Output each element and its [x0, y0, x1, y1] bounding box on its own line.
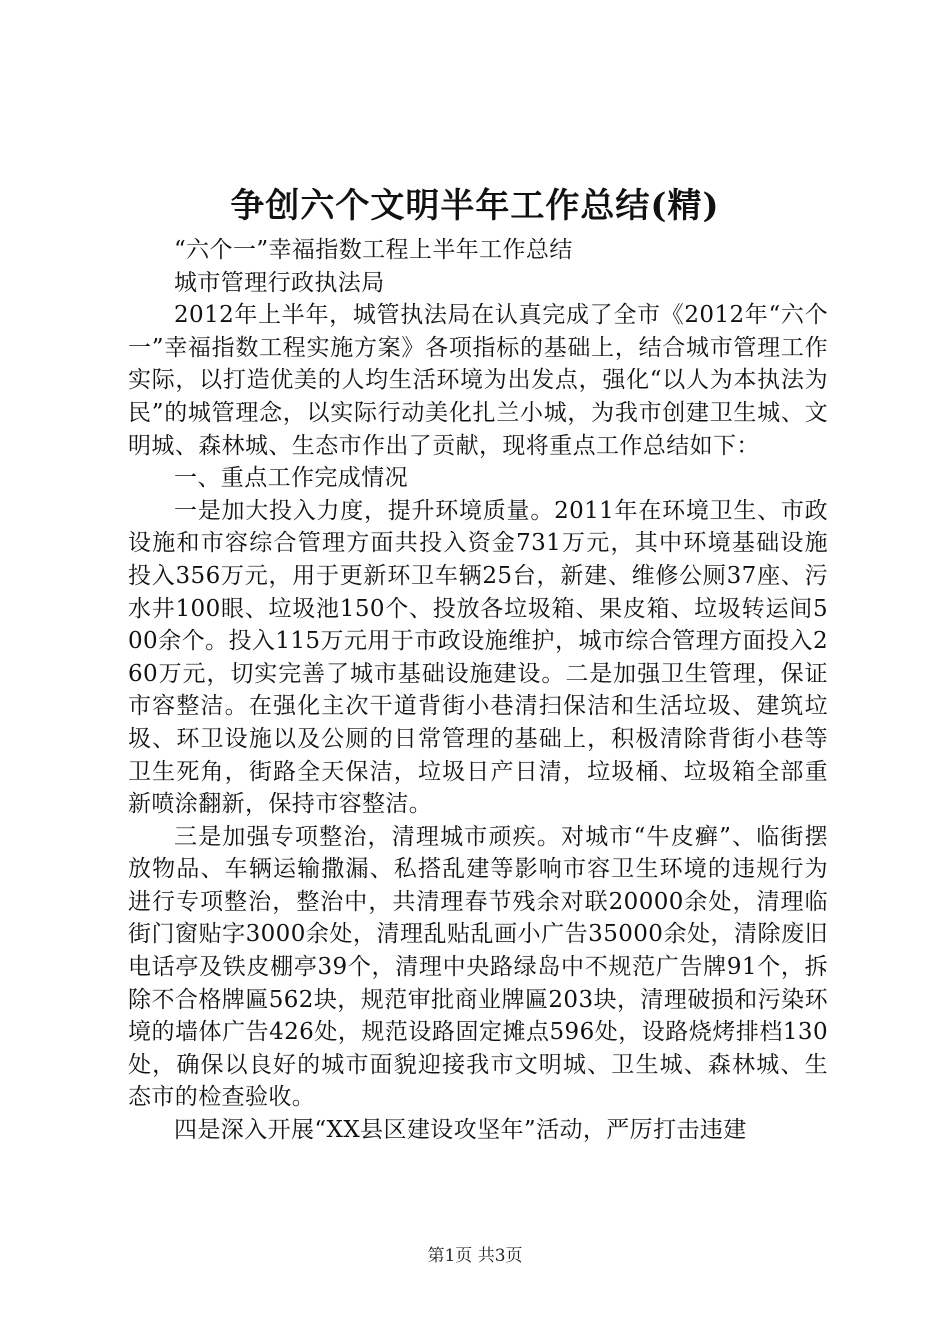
page-footer: 第1页 共3页	[427, 1246, 523, 1266]
subtitle-paragraph: “六个一”幸福指数工程上半年工作总结	[174, 237, 573, 263]
section-heading: 一、重点工作完成情况	[174, 465, 408, 492]
intro-paragraph: 2012年上半年，城管执法局在认真完成了全市《2012年“六个一”幸福指数工程实施方案》各项指标的基础上，结合城市管理工作实际，以打造优美的人均生活环境为出发点，强化“以人为本执法为民”的城管理念，以实际行动美化扎兰小城，为我市创建卫生城、文明城、森林城、生态市作出了贡献，现将重点工作总结如下：	[128, 302, 828, 459]
document-body	[128, 234, 828, 1147]
body-paragraph: 三是加强专项整治，清理城市顽疾。对城市“牛皮癣”、临街摆放物品、车辆运输撒漏、私搭乱建等影响市容卫生环境的违规行为进行专项整治，整治中，共清理春节残余对联20000余处，清理临街门窗贴字3000余处，清理乱贴乱画小广告35000余处，清除废旧电话亭及铁皮棚亭39个，清理中央路绿岛中不规范广告牌91个，拆除不合格牌匾562块，规范审批商业牌匾203块，清理破损和污染环境的墙体广告426处，规范设路固定摊点596处，设路烧烤排档130处，确保以良好的城市面貌迎接我市文明城、卫生城、森林城、生态市的检查验收。	[128, 823, 828, 1111]
body-paragraph: 四是深入开展“XX县区建设攻坚年”活动，严厉打击违建	[174, 1117, 747, 1144]
department-paragraph: 城市管理行政执法局	[174, 269, 385, 296]
body-paragraph: 一是加大投入力度，提升环境质量。2011年在环境卫生、市政设施和市容综合管理方面共投入资金731万元，其中环境基础设施投入356万元，用于更新环卫车辆25台，新建、维修公厕37座、污水井100眼、垃圾池150个、投放各垃圾箱、果皮箱、垃圾转运间500余个。投入115万元用于市政设施维护，城市综合管理方面投入260万元，切实完善了城市基础设施建设。二是加强卫生管理，保证市容整洁。在强化主次干道背街小巷清扫保洁和生活垃圾、建筑垃圾、环卫设施以及公厕的日常管理的基础上，积极清除背街小巷等卫生死角，街路全天保洁，垃圾日产日清，垃圾桶、垃圾箱全部重新喷涂翻新，保持市容整洁。	[128, 497, 828, 818]
document-title: 争创六个文明半年工作总结(精)	[230, 186, 720, 226]
